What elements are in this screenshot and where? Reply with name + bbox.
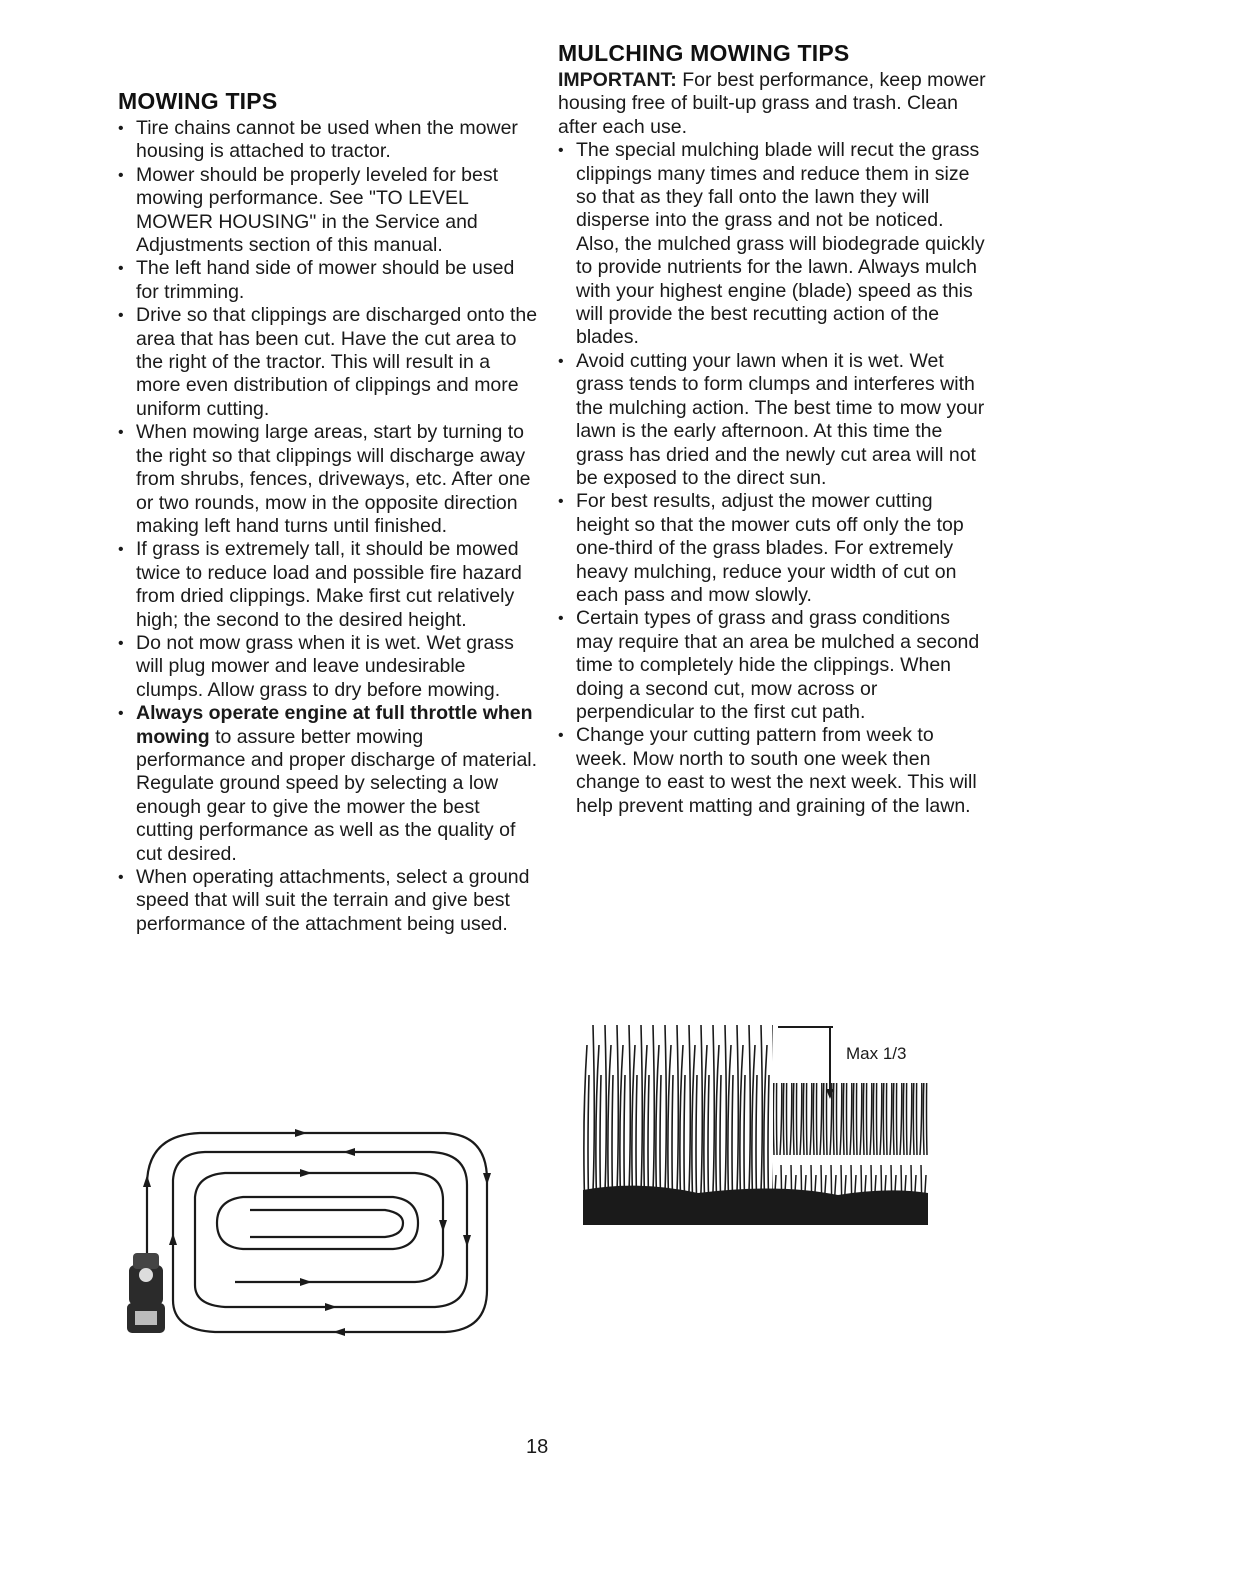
throttle-rest-text: to assure better mowing performance and proper discharge of material. Regulate ground speed by selecting a low enough gear to give the mower the best cutting performance as well as the quality of cut desired. [136,725,538,865]
list-item: • Drive so that clippings are discharged onto the area that has been cut. Have the cut area to the right of the tractor. This will result in a more even distribution of clippings and more uniform cutting. [118,304,538,421]
important-text: For best performance, keep mower housing free of built-up grass and trash. Clean after each use. [558,69,986,138]
mowing-tips-section [118,88,538,936]
mowing-tips-heading: MOWING TIPS [118,88,278,114]
list-item: • Certain types of grass and grass conditions may require that an area be mulched a second time to completely hide the clippings. When doing a second cut, mow across or perpendicular to the first cut path. [558,607,988,724]
max-label: Max 1/3 [846,1044,907,1063]
grass-cut-height-figure [578,1015,938,1230]
list-item: • When operating attachments, select a ground speed that will suit the terrain and give best performance of the attachment being used. [118,866,538,936]
list-item-throttle [118,702,538,866]
important-note [558,69,988,139]
list-item: • When mowing large areas, start by turning to the right so that clippings will discharge away from shrubs, fences, driveways, etc. After one or two rounds, mow in the opposite direction making left hand turns until finished. [118,421,538,538]
list-item: • Tire chains cannot be used when the mower housing is attached to tractor. [118,117,538,164]
page-number: 18 [526,1436,549,1458]
list-item: • Avoid cutting your lawn when it is wet. Wet grass tends to form clumps and interferes with the mulching action. The best time to mow your lawn is the early afternoon. At this time the grass has dried and the newly cut area will not be exposed to the direct sun. [558,350,988,490]
tractor-icon [127,1253,165,1333]
list-item: • If grass is extremely tall, it should be mowed twice to reduce load and possible fire hazard from dried clippings. Make first cut relatively high; the second to the desired height. [118,538,538,632]
list-item: • The left hand side of mower should be used for trimming. [118,257,538,304]
list-item: • The special mulching blade will recut the grass clippings many times and reduce them in size so that as they fall onto the lawn they will disperse into the grass and not be noticed. Also, the mulched grass will biodegrade quickly to provide nutrients for the lawn. Always mulch with your highest engine (blade) speed as this will provide the best recutting action of the blades. [558,139,988,350]
throttle-bold-text: Always operate engine at full throttle when mowing [136,702,533,748]
mulching-tips-heading: MULCHING MOWING TIPS [558,40,850,66]
list-item: • Do not mow grass when it is wet. Wet grass will plug mower and leave undesirable clumps. Allow grass to dry before mowing. [118,632,538,702]
mulching-tips-section [558,40,988,818]
mowing-pattern-diagram [125,1125,505,1340]
list-item: • Change your cutting pattern from week to week. Mow north to south one week then change to east to west the next week. This will help prevent matting and graining of the lawn. [558,724,988,818]
list-item: • For best results, adjust the mower cutting height so that the mower cuts off only the top one-third of the grass blades. For extremely heavy mulching, reduce your width of cut on each pass and mow slowly. [558,490,988,607]
list-item: • Mower should be properly leveled for best mowing performance. See "TO LEVEL MOWER HOUSING" in the Service and Adjustments section of this manual. [118,164,538,258]
mowing-tips-list [118,117,538,936]
important-label: IMPORTANT: [558,69,677,91]
mulching-tips-list [558,139,988,818]
